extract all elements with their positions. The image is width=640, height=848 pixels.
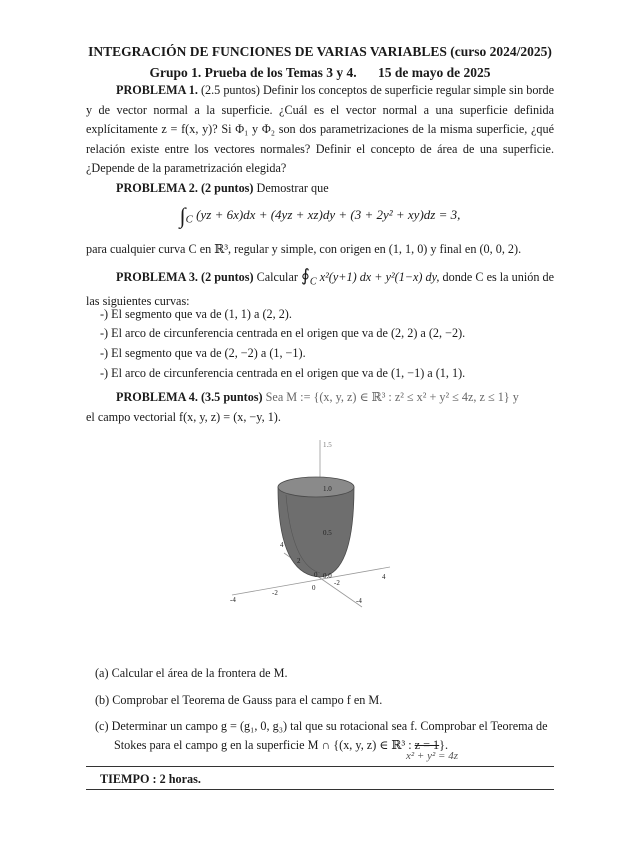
paraboloid-figure	[222, 435, 402, 625]
z-tick: 1.5	[323, 441, 332, 449]
x-tick: -4	[230, 596, 236, 604]
problem-4	[86, 388, 554, 427]
surface-top-rim	[278, 477, 354, 497]
exam-title: INTEGRACIÓN DE FUNCIONES DE VARIAS VARIABLES (curso 2024/2025)	[88, 44, 552, 59]
z-tick: 1.0	[323, 485, 332, 493]
struck-condition: z = 1	[414, 738, 440, 752]
problem-2-equation	[0, 203, 640, 229]
equation-body: (yz + 6x)dx + (4yz + xz)dy + (3 + 2y² + xy)dz = 3,	[196, 207, 461, 222]
group-label: Grupo 1. Prueba de los Temas 3 y 4.	[149, 65, 357, 80]
time-allowed: TIEMPO : 2 horas.	[100, 772, 201, 786]
problem-2-conclusion: para cualquier curva C en ℝ³, regular y simple, con origen en (1, 1, 0) y final en (0, 0, 2).	[86, 242, 522, 256]
z-tick: 0.5	[323, 529, 332, 537]
problem-4-set: Sea M := {(x, y, z) ∈ ℝ³ : z² ≤ x² + y² ≤ 4z, z ≤ 1} y	[265, 390, 519, 404]
problem-1	[86, 81, 554, 179]
problem-1-label: PROBLEMA 1.	[116, 83, 198, 97]
part-c-line1: (c) Determinar un campo g = (g₁, 0, g₃) tal que su rotacional sea f. Comprobar el Teorema de	[95, 719, 548, 733]
problem-4-field: el campo vectorial f(x, y, z) = (x, −y, 1).	[86, 409, 281, 424]
part-b: (b) Comprobar el Teorema de Gauss para el campo f en M.	[95, 693, 383, 707]
contour-integral-sign: ∮	[301, 266, 310, 285]
curve-item: -) El segmento que va de (2, −2) a (1, −1).	[100, 346, 306, 360]
x-tick: 4	[382, 573, 386, 581]
problem-1-text: Definir los conceptos de superficie regular simple sin borde y de vector normal a la superficie. ¿Cuál es el vector normal a una superficie definida explícitamente z = f(x, y)? Si Φ₁ y Φ₂ son dos parametrizaciones de la misma superficie, ¿qué relación existe entre los vectores normales? Definir el concepto de área de una superficie. ¿Depende de la parametrización elegida?	[86, 83, 554, 175]
y-tick: 0	[314, 571, 318, 579]
problem-4-label: PROBLEMA 4. (3.5 puntos)	[116, 390, 263, 404]
problem-2	[86, 179, 554, 199]
exam-subtitle	[0, 65, 640, 81]
footer-rule-top	[86, 766, 554, 767]
curve-item: -) El arco de circunferencia centrada en el origen que va de (2, 2) a (2, −2).	[100, 326, 466, 340]
z-tick: 0.0	[323, 572, 332, 580]
x-tick: -2	[272, 589, 278, 597]
footer-rule-bottom	[86, 789, 554, 790]
handwritten-note: x² + y² = 4z	[406, 750, 458, 762]
part-a: (a) Calcular el área de la frontera de M.	[95, 666, 288, 680]
x-tick: -2	[334, 579, 340, 587]
y-tick: 4	[280, 541, 284, 549]
curve-item: -) El arco de circunferencia centrada en el origen que va de (1, −1) a (1, 1).	[100, 366, 466, 380]
problem-3	[86, 266, 554, 311]
problem-2-label: PROBLEMA 2. (2 puntos)	[116, 181, 254, 195]
problem-3-label: PROBLEMA 3. (2 puntos)	[116, 270, 254, 284]
problem-3-expr: x²(y+1) dx + y²(1−x) dy,	[319, 270, 440, 284]
integral-sign: ∫	[179, 203, 186, 228]
problem-2-intro: Demostrar que	[256, 181, 329, 195]
problem-3-text2: donde C es la unión de las siguientes curvas:	[86, 270, 555, 308]
problem-1-points: (2.5 puntos)	[200, 83, 260, 97]
x-tick: -4	[356, 597, 362, 605]
integral-sub: C	[185, 213, 193, 226]
part-c	[95, 717, 553, 755]
y-tick: 2	[297, 557, 301, 565]
x-tick: 0	[312, 584, 316, 592]
part-c-line2: Stokes para el campo g en la superficie M ∩ {(x, y, z) ∈ ℝ³ :	[114, 738, 412, 752]
contour-sub: C	[309, 276, 317, 288]
part-c-close: }.	[439, 738, 449, 752]
exam-date: 15 de mayo de 2025	[377, 65, 491, 80]
curve-item: -) El segmento que va de (1, 1) a (2, 2).	[100, 307, 292, 321]
problem-3-text1: Calcular	[256, 270, 298, 284]
